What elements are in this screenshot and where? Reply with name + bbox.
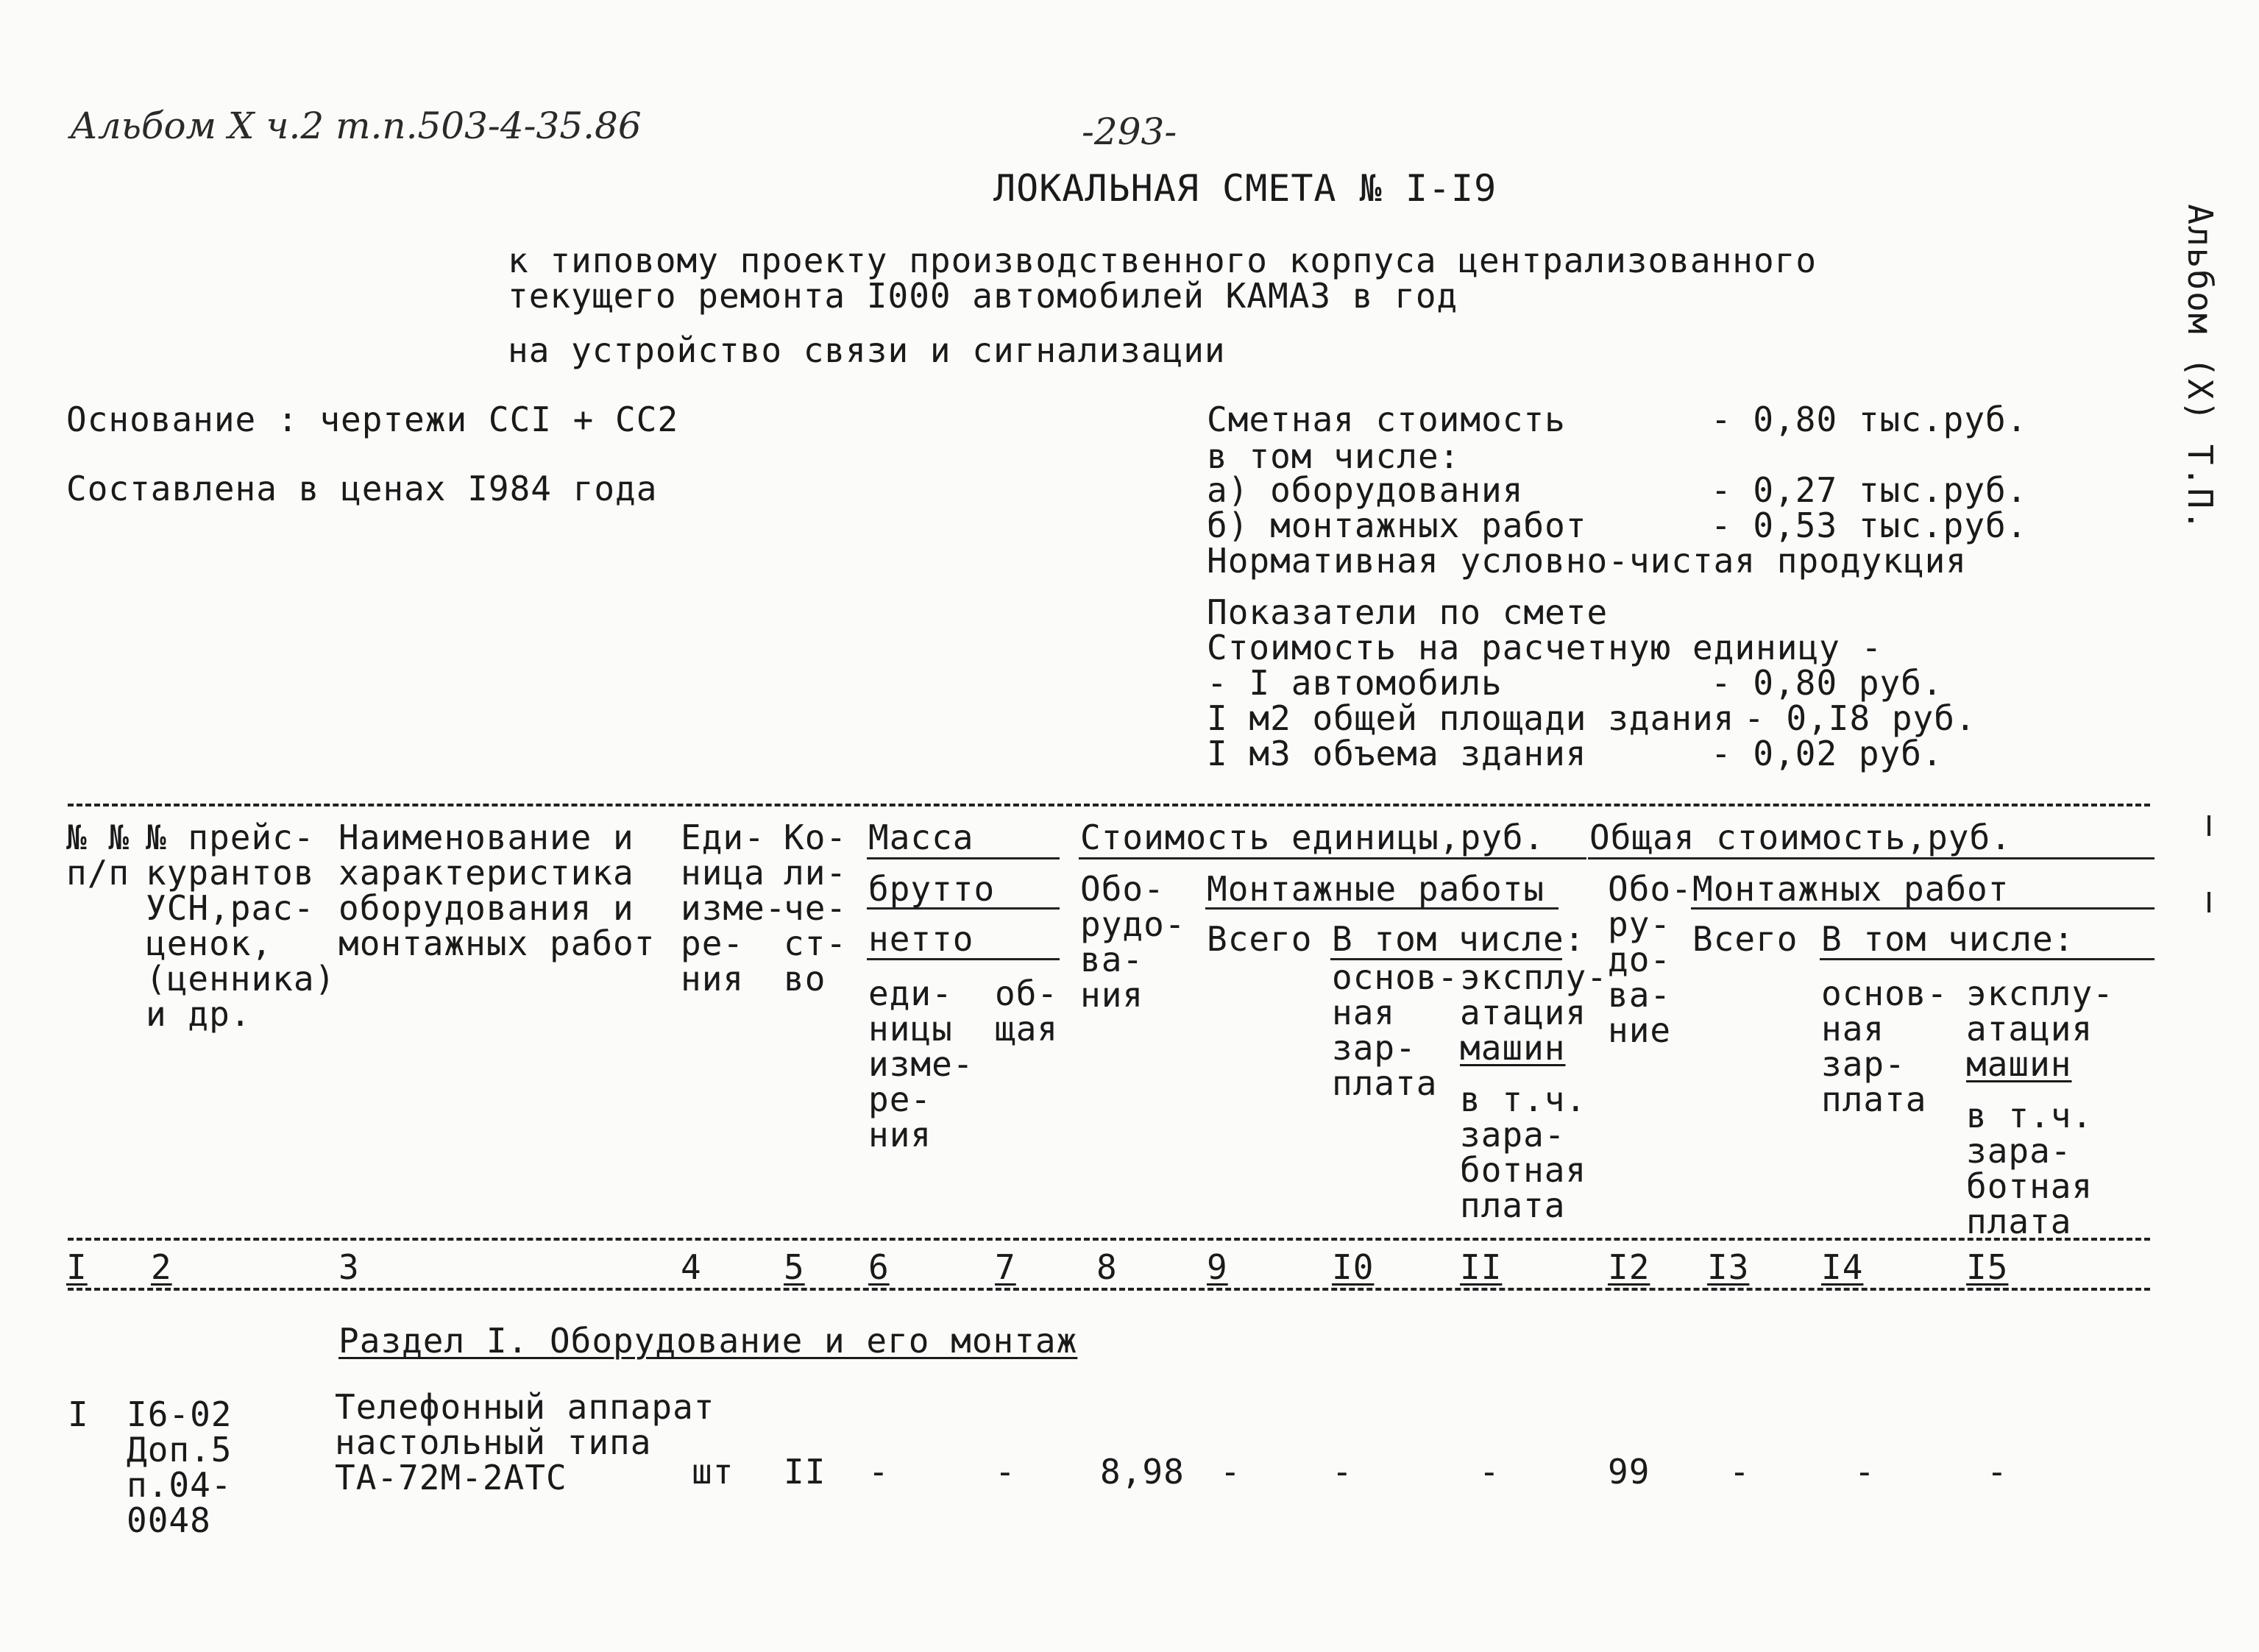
netto-underline xyxy=(867,958,1060,960)
row-name: Телефонный аппарат настольный типа ТА-72М-2АТС xyxy=(335,1387,715,1497)
album-reference-handwritten: Альбом X ч.2 т.п.503-4-35.86 xyxy=(70,104,642,147)
mounting-cost-value: - 0,53 тыс.руб. xyxy=(1711,506,2028,545)
section-title: Раздел I. Оборудование и его монтаж xyxy=(338,1321,1078,1361)
row-unit: шт xyxy=(692,1452,734,1492)
estimated-cost-label: Сметная стоимость xyxy=(1207,400,1566,439)
col-header-name: Наименование и характеристика оборудования и монтажных работ xyxy=(338,818,656,963)
column-number: I4 xyxy=(1821,1247,1864,1287)
unit-cost-underline xyxy=(1079,857,1586,859)
col-header-price-list: № прейс- курантов УСН,рас- ценок, (ценника) и др. xyxy=(146,818,336,1034)
col-header-mass: Масса xyxy=(868,818,974,857)
col-header-quantity: Ко- ли- че- ст- во xyxy=(784,818,848,999)
col-header-unit-incl: В том числе: xyxy=(1332,919,1586,959)
col-header-total-machines-u: машин xyxy=(1966,1044,2072,1084)
column-number: 2 xyxy=(151,1247,172,1287)
row-unit-salary: - xyxy=(1332,1452,1353,1492)
prices-year-line: Составлена в ценах I984 года xyxy=(66,469,658,508)
column-number: I2 xyxy=(1608,1247,1650,1287)
row-unit-machines: - xyxy=(1479,1452,1500,1492)
col-header-number: № № п/п xyxy=(66,818,130,893)
col-header-total-incl: В том числе: xyxy=(1821,919,2075,959)
col-header-total-machines-salary: в т.ч. зара- ботная плата xyxy=(1966,1096,2093,1241)
side-album-label: Альбом (X) Т.П. xyxy=(2180,204,2220,532)
margin-tick xyxy=(2207,815,2210,836)
equipment-cost-label: а) оборудования xyxy=(1207,470,1524,510)
equipment-cost-value: - 0,27 тыс.руб. xyxy=(1711,470,2028,510)
header-bottom-rule xyxy=(68,1238,2150,1241)
col-header-unit-mounting: Монтажные работы xyxy=(1207,869,1545,909)
column-number: 4 xyxy=(681,1247,702,1287)
total-mounting-underline xyxy=(1691,907,2155,910)
column-number: I xyxy=(66,1247,88,1287)
column-number: I0 xyxy=(1332,1247,1375,1287)
column-numbers-rule xyxy=(68,1288,2150,1291)
column-number: 7 xyxy=(995,1247,1016,1287)
col-header-unit: Еди- ница изме- ре- ния xyxy=(681,818,787,999)
col-header-unit-total: Всего xyxy=(1207,919,1313,959)
row-number: I xyxy=(68,1394,89,1434)
row-mass-total: - xyxy=(995,1452,1016,1492)
row-unit-equipment: 8,98 xyxy=(1100,1452,1185,1492)
row-total-salary: - xyxy=(1854,1452,1876,1492)
col-header-total-cost: Общая стоимость,руб. xyxy=(1589,818,2012,857)
per-m3-value: - 0,02 руб. xyxy=(1711,734,1943,773)
per-m2-value: - 0,I8 руб. xyxy=(1744,698,1976,738)
subtitle-line-3: на устройство связи и сигнализации xyxy=(508,330,1226,370)
col-header-unit-equipment: Обо- рудо- ва- ния xyxy=(1080,869,1186,1015)
col-header-unit-machines-u: машин xyxy=(1460,1028,1566,1068)
row-total-total: - xyxy=(1729,1452,1751,1492)
col-header-total-equipment: Обо- ру- до- ва- ние xyxy=(1608,869,1692,1050)
margin-tick xyxy=(2207,892,2210,912)
document-title: ЛОКАЛЬНАЯ СМЕТА № I-I9 xyxy=(993,167,1497,210)
col-header-total-mounting: Монтажных работ xyxy=(1692,869,2010,909)
column-number: 5 xyxy=(784,1247,805,1287)
column-number: 9 xyxy=(1207,1247,1228,1287)
col-header-unit-salary: основ- ная зар- плата xyxy=(1332,957,1459,1103)
total-cost-underline xyxy=(1588,857,2155,859)
basis-line: Основание : чертежи ССI + СС2 xyxy=(66,400,679,439)
column-number: 8 xyxy=(1096,1247,1118,1287)
per-m2-label: I м2 общей площади здания xyxy=(1207,698,1735,738)
col-header-unit-machines: эксплу- атация xyxy=(1460,957,1608,1032)
mass-underline xyxy=(867,857,1060,859)
estimated-cost-value: - 0,80 тыс.руб. xyxy=(1711,400,2028,439)
col-header-total-machines: эксплу- атация xyxy=(1966,974,2114,1049)
col-header-total-salary: основ- ная зар- плата xyxy=(1821,974,1948,1119)
row-total-equipment: 99 xyxy=(1608,1452,1650,1492)
indicators-label: Показатели по смете xyxy=(1207,592,1609,632)
table-top-rule xyxy=(68,804,2150,806)
normative-product-label: Нормативная условно-чистая продукция xyxy=(1207,541,1967,581)
brutto-underline xyxy=(867,907,1060,910)
row-quantity: II xyxy=(784,1452,826,1492)
row-total-machines: - xyxy=(1987,1452,2008,1492)
subtitle-line-2: текущего ремонта I000 автомобилей КАМАЗ в год xyxy=(508,276,1458,316)
col-header-unit-cost: Стоимость единицы,руб. xyxy=(1080,818,1545,857)
column-number: 3 xyxy=(338,1247,360,1287)
col-header-unit-machines-salary: в т.ч. зара- ботная плата xyxy=(1460,1080,1587,1225)
col-header-mass-brutto: брутто xyxy=(868,869,996,909)
row-price-code: I6-02 Доп.5 п.04- 0048 xyxy=(127,1394,233,1540)
total-incl-underline xyxy=(1820,958,2155,960)
col-header-mass-unit: еди- ницы изме- ре- ния xyxy=(868,974,974,1155)
unit-cost-label: Стоимость на расчетную единицу - xyxy=(1207,628,1883,667)
column-number: 6 xyxy=(868,1247,890,1287)
subtitle-line-1: к типовому проекту производственного корпуса централизованного xyxy=(508,241,1818,280)
col-header-mass-total: об- щая xyxy=(995,974,1059,1049)
column-number: I5 xyxy=(1966,1247,2009,1287)
page-number: -293- xyxy=(1082,110,1177,153)
unit-mounting-underline xyxy=(1205,907,1558,910)
column-number: II xyxy=(1460,1247,1503,1287)
per-car-value: - 0,80 руб. xyxy=(1711,663,1943,703)
row-mass-unit: - xyxy=(868,1452,890,1492)
col-header-mass-netto: нетто xyxy=(868,919,974,959)
per-m3-label: I м3 объема здания xyxy=(1207,734,1587,773)
per-car-label: - I автомобиль xyxy=(1207,663,1503,703)
including-label: в том числе: xyxy=(1207,436,1461,476)
col-header-total-total: Всего xyxy=(1692,919,1798,959)
mounting-cost-label: б) монтажных работ xyxy=(1207,506,1587,545)
row-unit-total: - xyxy=(1220,1452,1241,1492)
column-number: I3 xyxy=(1707,1247,1750,1287)
